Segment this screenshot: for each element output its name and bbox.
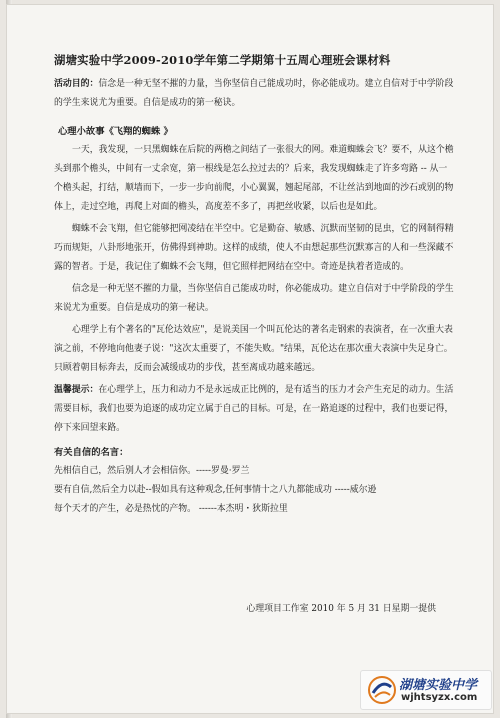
- tip-paragraph: [54, 381, 454, 438]
- story-title: 心理小故事《飞翔的蜘蛛 》: [58, 126, 173, 137]
- document-content: [54, 52, 454, 519]
- quote-2: 要有自信,然后全力以赴--假如具有这种观念,任何事情十之八九都能成功 -----威尔逊: [54, 485, 377, 495]
- tip-text: 在心理学上，压力和动力不是永远成正比例的，是有适当的压力才会产生充足的动力。生活需要目标，我们也要为追逐的成功定立属于自己的目标。可是，在一路追逐的过程中，我们也要记得，停下来回望来路。: [54, 385, 454, 433]
- site-watermark-logo: [360, 670, 492, 710]
- goal-paragraph: [54, 75, 454, 113]
- story-paragraph-1: 一天，我发现，一只黑蜘蛛在后院的两檐之间结了一张很大的网。难道蜘蛛会飞？要不，从这个檐头到那个檐头，中间有一丈余宽，第一根线是怎么拉过去的？后来，我发现蜘蛛走了许多弯路 -- 从一个檐头起，打结，顺墙而下，一步一步向前爬，小心翼翼，翘起尾部，不让丝沾到地面的沙石或别的物体上，走过空地，再爬上对面的檐头，高度差不多了，再把丝收紧，以后也是如此。: [54, 145, 454, 212]
- watermark-url: wjhtsyzx.com: [401, 692, 478, 703]
- page-title: 湖塘实验中学2009-2010学年第二学期第十五周心理班会课材料: [54, 53, 391, 67]
- school-logo-icon: [367, 675, 397, 705]
- story-paragraph-2: 蜘蛛不会飞翔，但它能够把网凌结在半空中。它是勤奋、敏感、沉默而坚韧的昆虫，它的网制得精巧而规矩，八卦形地张开，仿佛得到神助。这样的成绩，使人不由想起那些沉默寡言的人和一些深藏不露的智者。于是，我记住了蜘蛛不会飞翔，但它照样把网结在空中。奇迹是执着者造成的。: [54, 224, 454, 272]
- tip-label: 温馨提示：: [54, 385, 99, 395]
- signature-line: 心理项目工作室 2010 年 5 月 31 日星期一提供: [246, 604, 436, 614]
- goal-text: 信念是一种无坚不摧的力量，当你坚信自己能成功时，你必能成功。建立自信对于中学阶段的学生来说尤为重要。自信是成功的第一秘诀。: [54, 79, 454, 108]
- story-paragraph-4: 心理学上有个著名的"瓦伦达效应"，是说美国一个叫瓦伦达的著名走钢索的表演者，在一次重大表演之前，不停地向他妻子说："这次太重要了，不能失败。"结果，瓦伦达在那次重大表演中失足身亡。只顾着朝目标奔去，反而会减缓成功的步伐，甚至离成功越来越远。: [54, 325, 453, 373]
- story-paragraph-3: 信念是一种无坚不摧的力量，当你坚信自己能成功时，你必能成功。建立自信对于中学阶段的学生来说尤为重要。自信是成功的第一秘诀。: [54, 284, 454, 313]
- quotes-title: 有关自信的名言：: [54, 447, 129, 458]
- watermark-school-name: 湖塘实验中学: [399, 678, 478, 693]
- quote-1: 先相信自己，然后别人才会相信你。-----罗曼·罗兰: [54, 466, 250, 476]
- goal-label: 活动目的：: [54, 79, 99, 89]
- quote-3: 每个天才的产生，必是热忱的产物。 ------本杰明・狄斯拉里: [54, 504, 288, 514]
